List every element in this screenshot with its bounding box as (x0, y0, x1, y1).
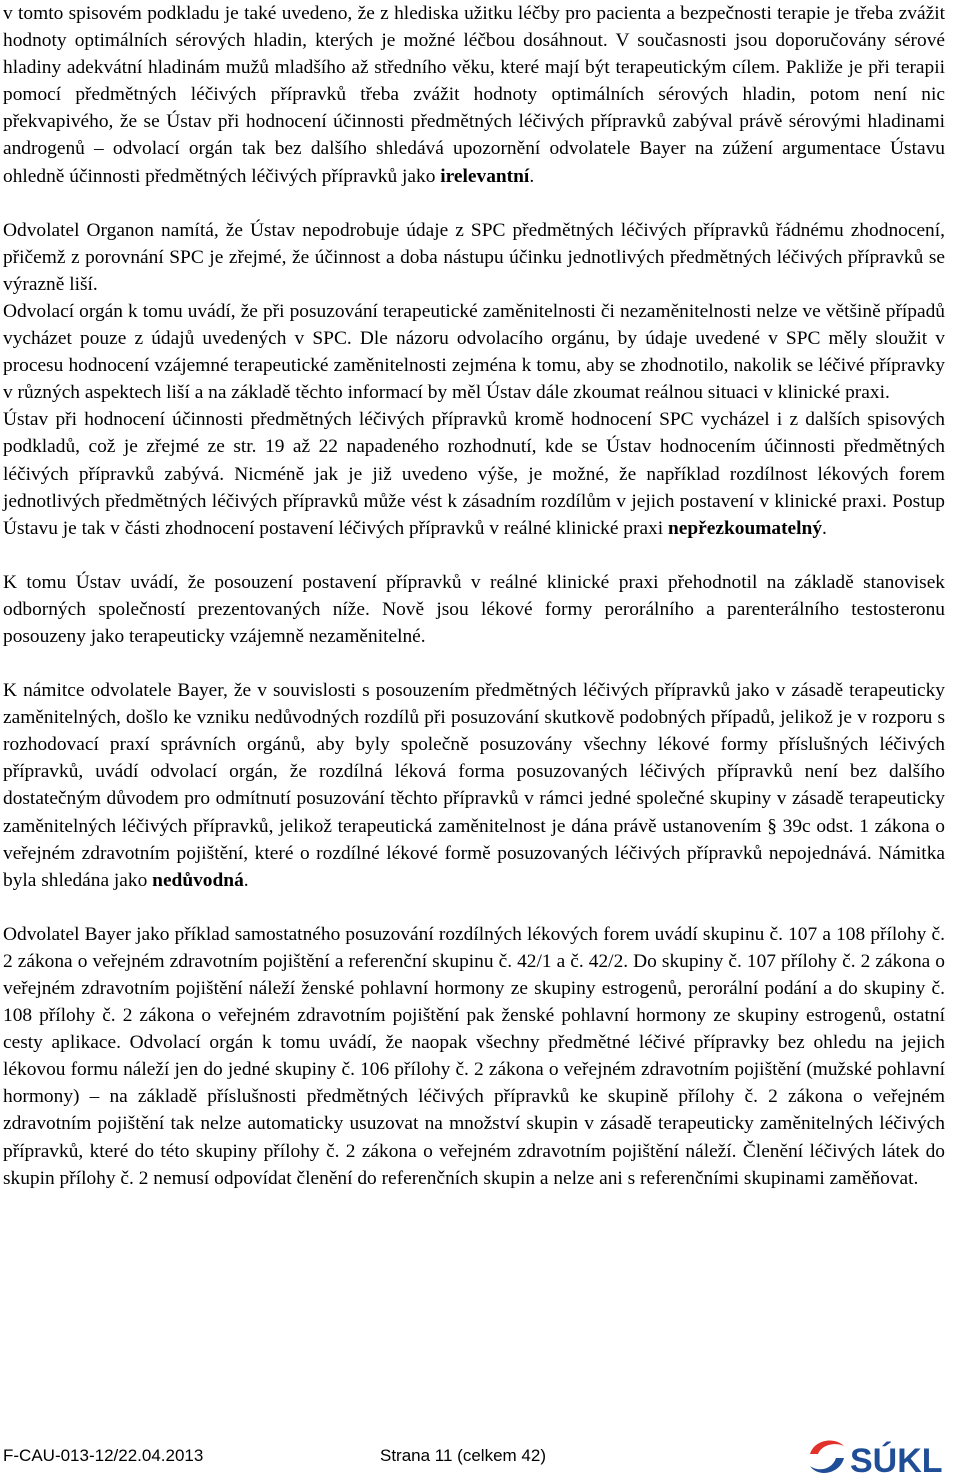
page-footer (3, 1432, 952, 1480)
page-number: Strana 11 (celkem 42) (380, 1446, 546, 1465)
paragraph: Odvolatel Organon namítá, že Ústav nepodrobuje údaje z SPC předmětných léčivých přípravků řádnému zhodnocení, přičemž z porovnání SPC je zřejmé, že účinnost a doba nástupu účinku jednotlivých předmětných léčivých přípravků se výrazně liší. (3, 219, 945, 295)
logo-swirl-blue (810, 1458, 844, 1473)
paragraph: K námitce odvolatele Bayer, že v souvislosti s posouzením předmětných léčivých přípravků jako v zásadě terapeuticky zaměnitelných, došlo ke vzniku nedůvodných rozdílů při posuzování skutkově podobných případů, jelikož je v rozporu s rozhodovací praxí správních orgánů, aby byly společně posuzovány všechny lékové formy příslušných léčivých přípravků, uvádí odvolací orgán, že rozdílná léková forma posuzovaných léčivých přípravků není bez dalšího dostatečným důvodem pro odmítnutí posuzování těchto přípravků v rámci jedné společné skupiny v zásadě terapeuticky zaměnitelných léčivých přípravků, jelikož terapeutická zaměnitelnost je dána právě ustanovením § 39c odst. 1 zákona o veřejném zdravotním pojištění, které o rozdílné lékové formě posuzovaných léčivých přípravků nepojednává. Námitka byla shledána jako nedůvodná. (3, 680, 945, 891)
logo-text: SÚKL (850, 1442, 943, 1480)
document-body (3, 0, 945, 1192)
paragraph: v tomto spisovém podkladu je také uvedeno, že z hlediska užitku léčby pro pacienta a bezpečnosti terapie je třeba zvážit hodnoty optimálních sérových hladin, kterých je možné léčbou dosáhnout. V současnosti jsou doporučovány sérové hladiny adekvátní hladinám mužů mladšího až středního věku, které mají být terapeutickým cílem. Pakliže je při terapii pomocí předmětných léčivých přípravků třeba zvážit hodnoty optimálních sérových hladin, potom není nic překvapivého, že se Ústav při hodnocení účinnosti předmětných léčivých přípravků zabýval právě sérovými hladinami androgenů – odvolací orgán tak bez dalšího shledává upozornění odvolatele Bayer na zúžení argumentace Ústavu ohledně účinnosti předmětných léčivých přípravků jako irelevantní. (3, 3, 945, 187)
sukl-logo-icon (804, 1432, 952, 1480)
logo-swirl-red (810, 1440, 844, 1454)
paragraph: Odvolací orgán k tomu uvádí, že při posuzování terapeutické zaměnitelnosti či nezaměnitelnosti nelze ve většině případů vycházet pouze z údajů uvedených v SPC. Dle názoru odvolacího orgánu, by údaje uvedené v SPC měly sloužit v procesu hodnocení vzájemné terapeutické zaměnitelnosti zejména k tomu, aby se zhodnotilo, nakolik se léčivé přípravky v různých aspektech liší a na základě těchto informací by měl Ústav dále zkoumat reálnou situaci v klinické praxi. (3, 300, 945, 404)
paragraph: Odvolatel Bayer jako příklad samostatného posuzování rozdílných lékových forem uvádí skupinu č. 107 a 108 přílohy č. 2 zákona o veřejném zdravotním pojištění a referenční skupinu č. 42/1 a č. 42/2. Do skupiny č. 107 přílohy č. 2 zákona o veřejném zdravotním pojištění náleží ženské pohlavní hormony ze skupiny estrogenů, perorální podání a do skupiny č. 108 přílohy č. 2 zákona o veřejném zdravotním pojištění pak ženské pohlavní hormony ze skupiny estrogenů, ostatní cesty aplikace. Odvolací orgán k tomu uvádí, že naopak všechny předmětné léčivé přípravky bez ohledu na jejich lékovou formu náleží jen do jedné skupiny č. 106 přílohy č. 2 zákona o veřejném zdravotním pojištění (mužské pohlavní hormony) – na základě příslušnosti předmětných léčivých přípravků ke skupině přílohy č. 2 zákona o veřejném zdravotním pojištění tak nelze automaticky usuzovat na množství skupin v zásadě terapeuticky zaměnitelných léčivých přípravků, které do této skupiny přílohy č. 2 zákona o veřejném zdravotním pojištění náleží. Členění léčivých látek do skupin přílohy č. 2 nemusí odpovídat členění do referenčních skupin a nelze ani s referenčními skupinami zaměňovat. (3, 923, 945, 1189)
document-code: F-CAU-013-12/22.04.2013 (3, 1446, 204, 1465)
paragraph: Ústav při hodnocení účinnosti předmětných léčivých přípravků kromě hodnocení SPC vycházel i z dalších spisových podkladů, což je zřejmé ze str. 19 až 22 napadeného rozhodnutí, kde se Ústav hodnocením účinnosti předmětných léčivých přípravků zabývá. Nicméně jak je již uvedeno výše, je možné, že například rozdílnost lékových forem jednotlivých předmětných léčivých přípravků může vést k zásadním rozdílům v jejich postavení v klinické praxi. Postup Ústavu je tak v části zhodnocení postavení léčivých přípravků v reálné klinické praxi nepřezkoumatelný. (3, 409, 945, 539)
paragraph: K tomu Ústav uvádí, že posouzení postavení přípravků v reálné klinické praxi přehodnotil na základě stanovisek odborných společností prezentovaných níže. Nově jsou lékové formy perorálního a parenterálního testosteronu posouzeny jako terapeuticky vzájemně nezaměnitelné. (3, 571, 945, 647)
